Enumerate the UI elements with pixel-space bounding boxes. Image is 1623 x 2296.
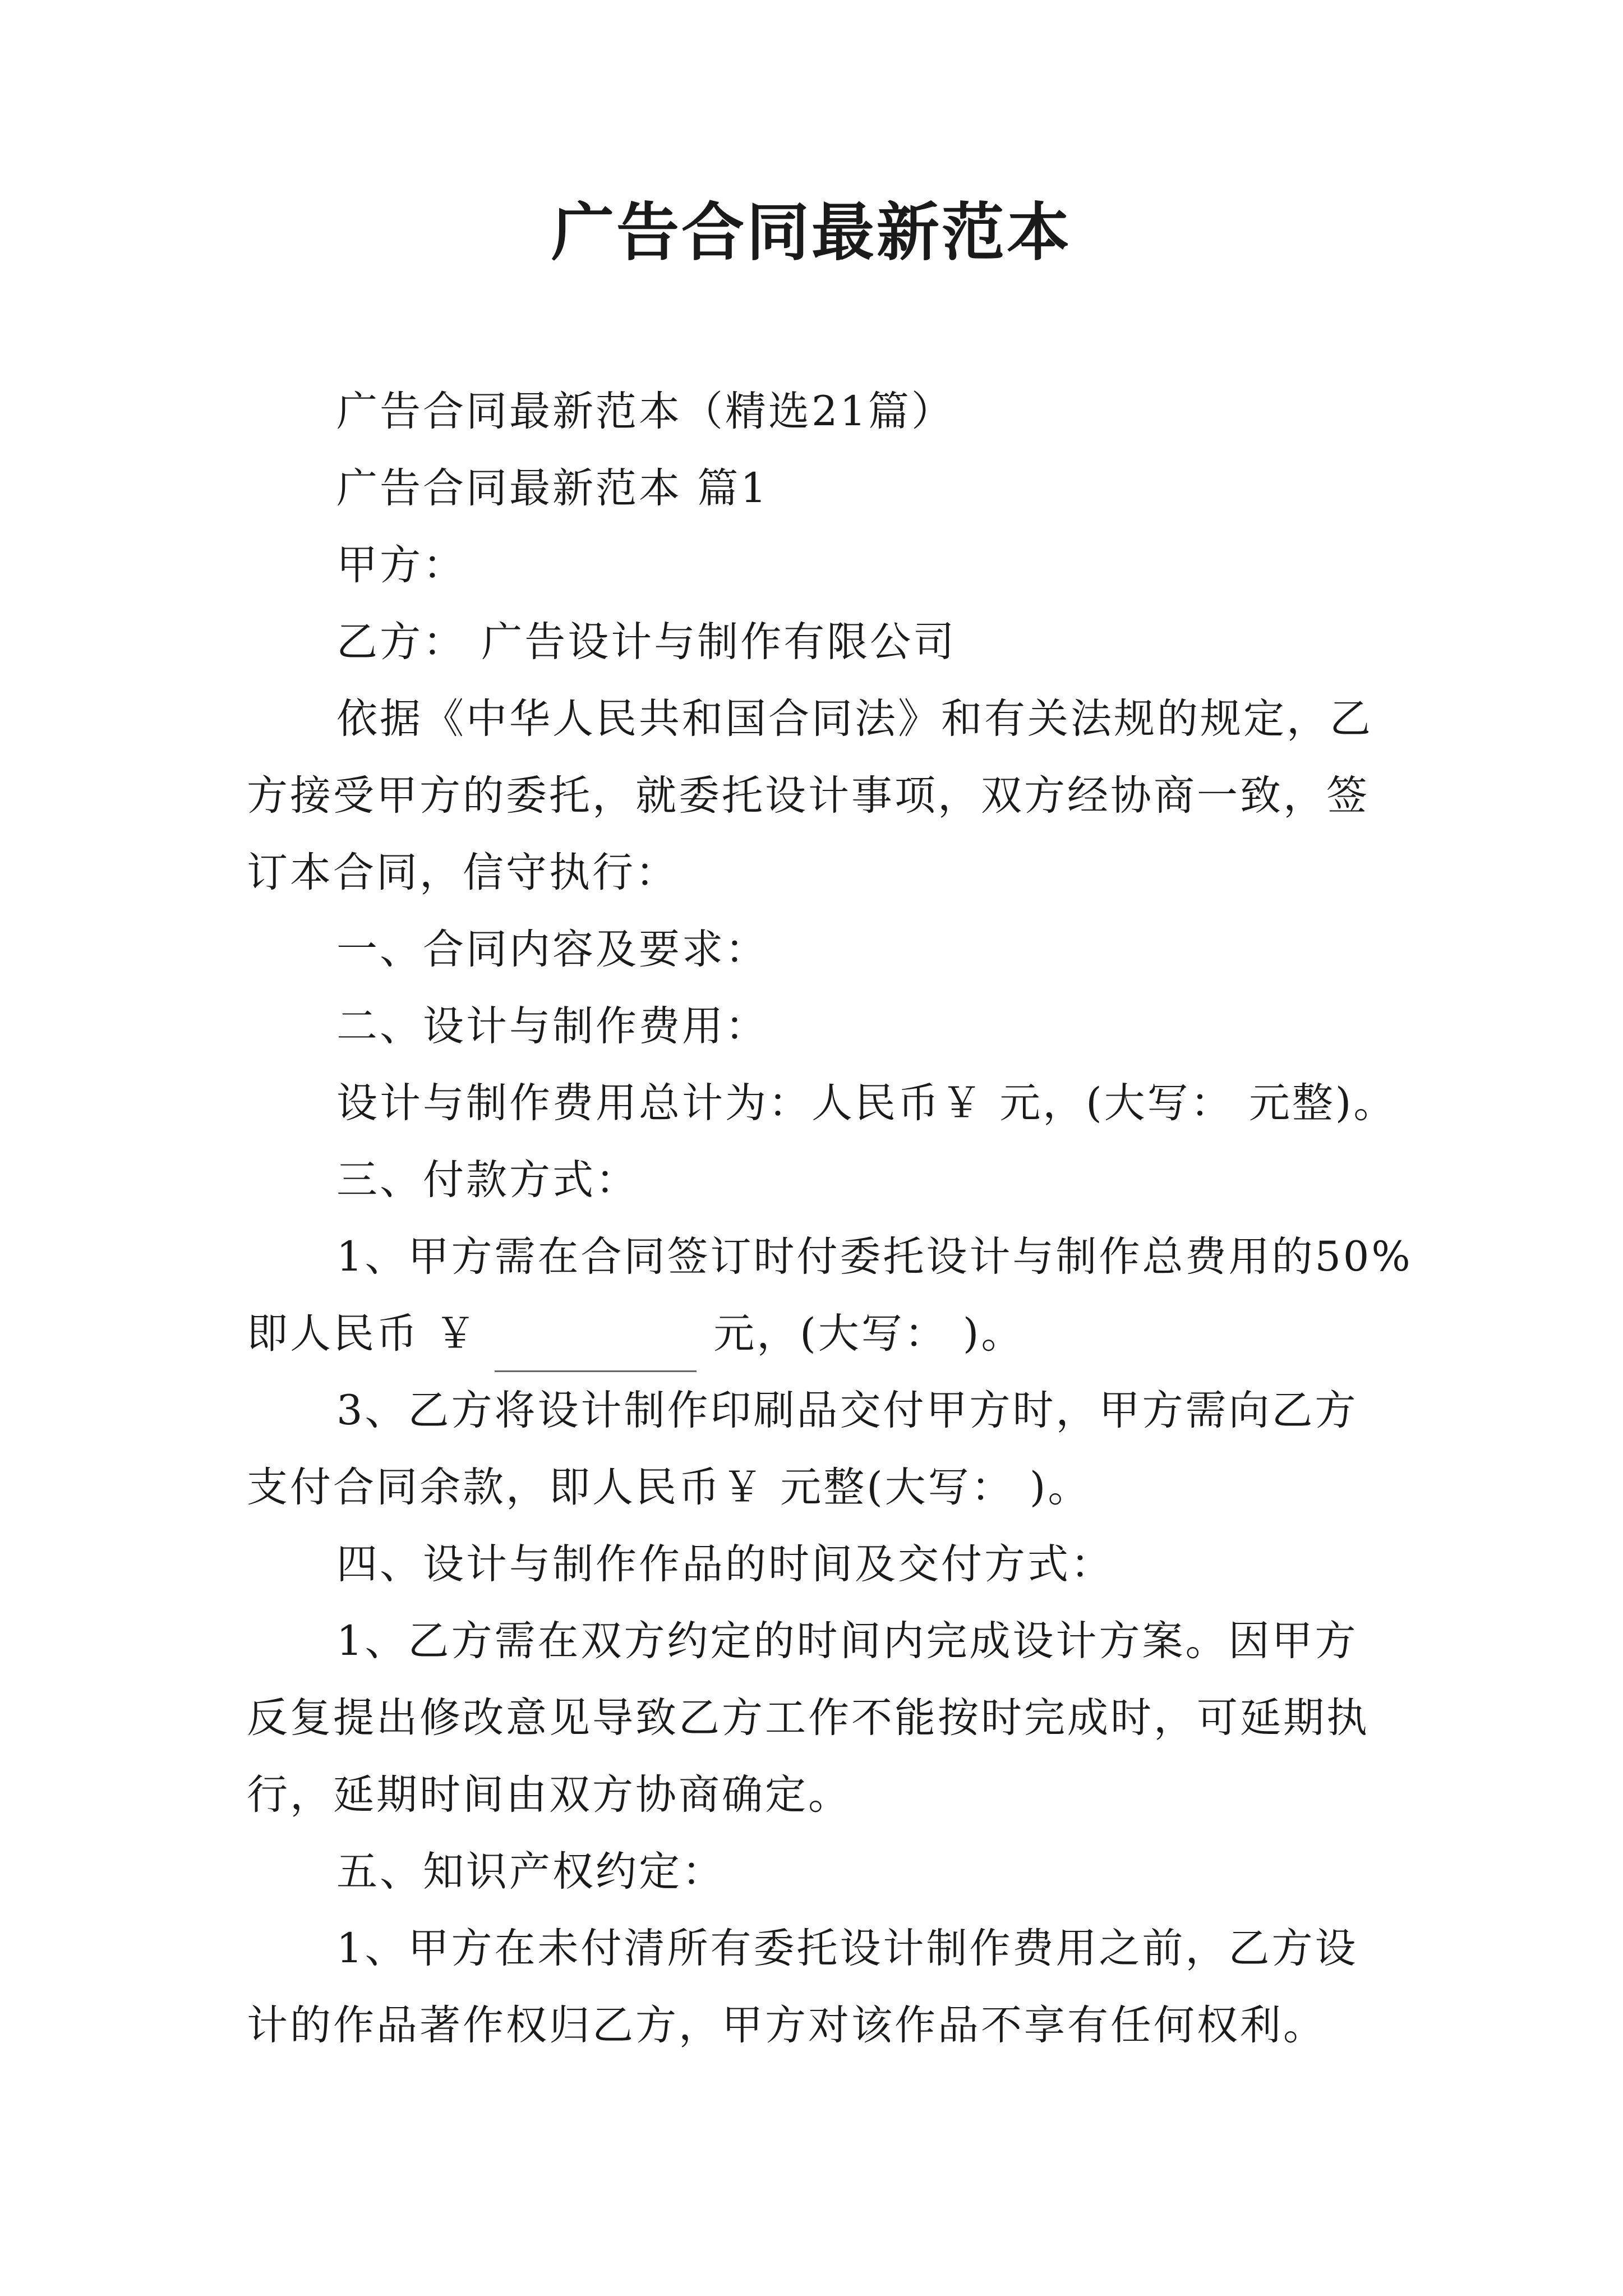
paragraph-line: 行，延期时间由双方协商确定。 <box>247 1771 851 1819</box>
document-title: 广告合同最新范本 <box>551 196 1072 269</box>
paragraph-line: 四、设计与制作作品的时间及交付方式： <box>336 1540 1114 1588</box>
paragraph-line: 计的作品著作权归乙方，甲方对该作品不享有任何权利。 <box>247 2001 1326 2049</box>
paragraph-line: 支付合同余款，即人民币￥ 元整(大写： )。 <box>247 1464 1091 1511</box>
blank-underline <box>495 1331 697 1372</box>
paragraph-line: 二、设计与制作费用： <box>336 1002 768 1050</box>
paragraph-line: 1、甲方需在合同签订时付委托设计与制作总费用的50% <box>336 1233 1413 1281</box>
paragraph-line: 设计与制作费用总计为：人民币￥ 元，(大写： 元整)。 <box>336 1079 1397 1127</box>
paragraph-line: 1、甲方在未付清所有委托设计制作费用之前，乙方设 <box>336 1925 1358 1972</box>
paragraph-line: 广告合同最新范本 篇1 <box>336 464 769 512</box>
paragraph-line: 广告合同最新范本（精选21篇） <box>336 388 955 435</box>
paragraph-line: 依据《中华人民共和国合同法》和有关法规的规定，乙 <box>336 695 1373 743</box>
paragraph-line: 一、合同内容及要求： <box>336 926 768 973</box>
paragraph-line: 3、乙方将设计制作印刷品交付甲方时，甲方需向乙方 <box>336 1387 1358 1434</box>
line-segment: 元，(大写： )。 <box>713 1310 1025 1358</box>
paragraph-line: 订本合同，信守执行： <box>247 849 679 896</box>
paragraph-line: 五、知识产权约定： <box>336 1848 725 1895</box>
paragraph-line: 1、乙方需在双方约定的时间内完成设计方案。因甲方 <box>336 1617 1358 1665</box>
paragraph-line: 方接受甲方的委托，就委托设计事项，双方经协商一致，签 <box>247 772 1370 820</box>
paragraph-line <box>247 1295 1458 1372</box>
paragraph-line: 乙方： 广告设计与制作有限公司 <box>336 618 957 666</box>
line-segment: 即人民币 ￥ <box>247 1310 478 1358</box>
document-body <box>247 373 1458 2064</box>
paragraph-line: 反复提出修改意见导致乙方工作不能按时完成时，可延期执 <box>247 1694 1370 1742</box>
paragraph-line: 甲方： <box>336 541 466 589</box>
paragraph-line: 三、付款方式： <box>336 1156 639 1204</box>
